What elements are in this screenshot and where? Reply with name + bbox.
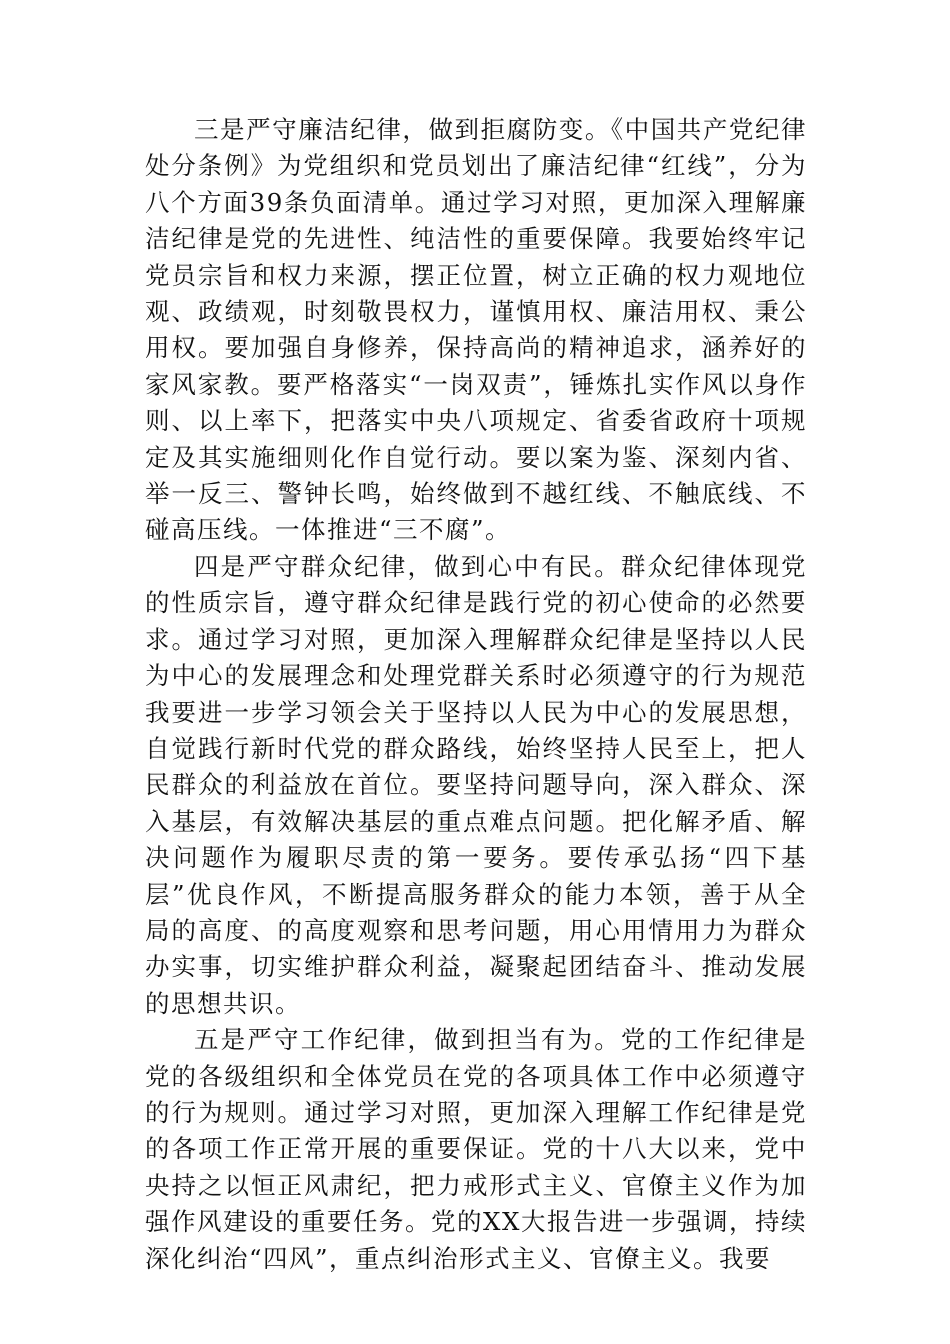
paragraph-work-discipline: 五是严守工作纪律，做到担当有为。党的工作纪律是党的各级组织和全体党员在党的各项具体工作中必须遵守的行为规则。通过学习对照，更加深入理解工作纪律是党的各项工作正常开展的重要保证。党的十八大以来，党中央持之以恒正风肃纪，把力戒形式主义、官僚主义作为加强作风建设的重要任务。党的XX大报告进一步强调，持续深化纠治“四风”，重点纠治形式主义、官僚主义。我要 xyxy=(145,1025,807,1273)
paragraph-integrity-discipline: 三是严守廉洁纪律，做到拒腐防变。《中国共产党纪律处分条例》为党组织和党员划出了廉洁纪律“红线”，分为八个方面39条负面清单。通过学习对照，更加深入理解廉洁纪律是党的先进性、纯洁性的重要保障。我要始终牢记党员宗旨和权力来源，摆正位置，树立正确的权力观地位观、政绩观，时刻敬畏权力，谨慎用权、廉洁用权、秉公用权。要加强自身修养，保持高尚的精神追求，涵养好的家风家教。要严格落实“一岗双责”，锤炼扎实作风以身作则、以上率下，把落实中央八项规定、省委省政府十项规定及其实施细则化作自觉行动。要以案为鉴、深刻内省、举一反三、警钟长鸣，始终做到不越红线、不触底线、不碰高压线。一体推进“三不腐”。 xyxy=(145,115,807,545)
document-body xyxy=(145,112,807,1277)
paragraph-mass-discipline: 四是严守群众纪律，做到心中有民。群众纪律体现党的性质宗旨，遵守群众纪律是践行党的初心使命的必然要求。通过学习对照，更加深入理解群众纪律是坚持以人民为中心的发展理念和处理党群关系时必须遵守的行为规范我要进一步学习领会关于坚持以人民为中心的发展思想，自觉践行新时代党的群众路线，始终坚持人民至上，把人民群众的利益放在首位。要坚持问题导向，深入群众、深入基层，有效解决基层的重点难点问题。把化解矛盾、解决问题作为履职尽责的第一要务。要传承弘扬“四下基层”优良作风，不断提高服务群众的能力本领，善于从全局的高度、的高度观察和思考问题，用心用情用力为群众办实事，切实维护群众利益，凝聚起团结奋斗、推动发展的思想共识。 xyxy=(145,551,807,1018)
